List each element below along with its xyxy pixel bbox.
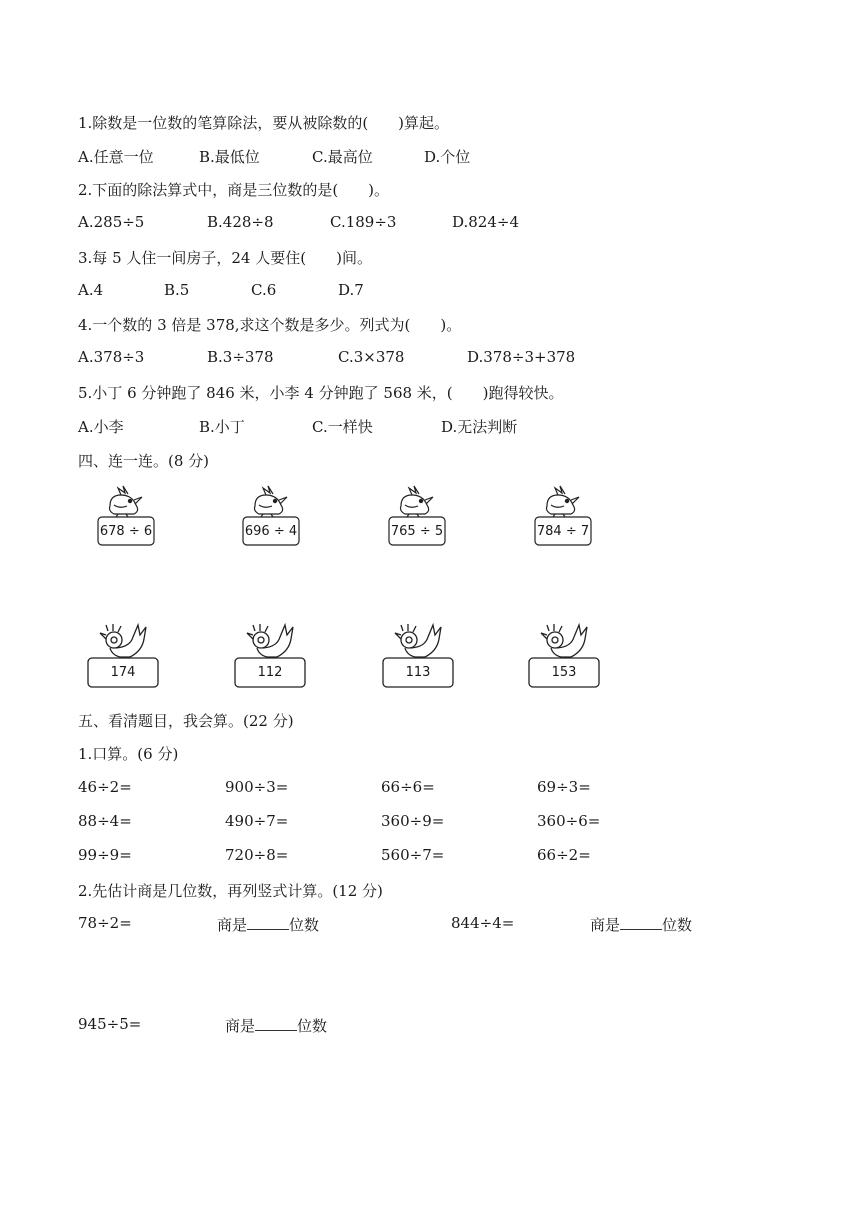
q5-option-c: C.一样快 bbox=[312, 418, 373, 436]
q3-option-a: A.4 bbox=[78, 281, 104, 299]
expression-label: 784 ÷ 7 bbox=[536, 524, 590, 539]
digit-count-label-3 bbox=[225, 1015, 327, 1036]
mental-math-item: 99÷9= bbox=[78, 846, 132, 864]
question-4-text: 4.一个数的 3 倍是 378,求这个数是多少。列式为( )。 bbox=[78, 316, 462, 334]
mental-math-item: 900÷3= bbox=[225, 778, 289, 796]
expression-label: 678 ÷ 6 bbox=[99, 524, 153, 539]
digit-count-label-1 bbox=[217, 914, 319, 935]
section-5-heading: 五、看清题目，我会算。(22 分) bbox=[78, 712, 294, 730]
section-4-heading: 四、连一连。(8 分) bbox=[78, 452, 210, 470]
part-2-heading: 2.先估计商是几位数，再列竖式计算。(12 分) bbox=[78, 882, 383, 900]
q3-option-b: B.5 bbox=[164, 281, 190, 299]
q2-option-b: B.428÷8 bbox=[207, 213, 274, 231]
q4-option-c: C.3×378 bbox=[338, 348, 405, 366]
label-suffix: 位数 bbox=[662, 916, 693, 934]
expression-card-1[interactable] bbox=[96, 484, 156, 548]
expression-card-3[interactable] bbox=[387, 484, 447, 548]
mental-math-item: 46÷2= bbox=[78, 778, 132, 796]
q3-option-c: C.6 bbox=[251, 281, 277, 299]
q5-option-d: D.无法判断 bbox=[441, 418, 518, 436]
q2-option-d: D.824÷4 bbox=[452, 213, 520, 231]
answer-blank[interactable] bbox=[620, 915, 662, 930]
label-prefix: 商是 bbox=[217, 916, 248, 934]
q2-option-c: C.189÷3 bbox=[330, 213, 397, 231]
q4-option-d: D.378÷3+378 bbox=[467, 348, 576, 366]
digit-count-label-2 bbox=[590, 914, 692, 935]
q1-option-b: B.最低位 bbox=[199, 148, 260, 166]
answer-blank[interactable] bbox=[247, 915, 289, 930]
answer-label: 174 bbox=[110, 665, 136, 680]
mental-math-item: 490÷7= bbox=[225, 812, 289, 830]
answer-card-2[interactable] bbox=[233, 617, 307, 689]
mental-math-item: 69÷3= bbox=[537, 778, 591, 796]
answer-label: 112 bbox=[257, 665, 283, 680]
label-prefix: 商是 bbox=[225, 1017, 256, 1035]
expression-card-2[interactable] bbox=[241, 484, 301, 548]
q3-option-d: D.7 bbox=[338, 281, 364, 299]
mental-math-item: 560÷7= bbox=[381, 846, 445, 864]
q2-option-a: A.285÷5 bbox=[78, 213, 145, 231]
label-prefix: 商是 bbox=[590, 916, 621, 934]
q5-option-a: A.小李 bbox=[78, 418, 124, 436]
expression-label: 765 ÷ 5 bbox=[390, 524, 444, 539]
q5-option-b: B.小丁 bbox=[199, 418, 245, 436]
q1-option-c: C.最高位 bbox=[312, 148, 373, 166]
answer-blank[interactable] bbox=[255, 1016, 297, 1031]
question-5-text: 5.小丁 6 分钟跑了 846 米，小李 4 分钟跑了 568 米，( )跑得较快。 bbox=[78, 384, 564, 402]
mental-math-item: 360÷9= bbox=[381, 812, 445, 830]
mental-math-item: 720÷8= bbox=[225, 846, 289, 864]
label-suffix: 位数 bbox=[297, 1017, 328, 1035]
q4-option-a: A.378÷3 bbox=[78, 348, 145, 366]
vertical-calc-problem-3: 945÷5= bbox=[78, 1015, 142, 1033]
q4-option-b: B.3÷378 bbox=[207, 348, 274, 366]
label-suffix: 位数 bbox=[289, 916, 320, 934]
part-1-heading: 1.口算。(6 分) bbox=[78, 745, 179, 763]
answer-label: 113 bbox=[405, 665, 431, 680]
answer-card-4[interactable] bbox=[527, 617, 601, 689]
q1-option-a: A.任意一位 bbox=[78, 148, 154, 166]
expression-label: 696 ÷ 4 bbox=[244, 524, 298, 539]
mental-math-item: 88÷4= bbox=[78, 812, 132, 830]
mental-math-item: 66÷6= bbox=[381, 778, 435, 796]
answer-card-1[interactable] bbox=[86, 617, 160, 689]
q1-option-d: D.个位 bbox=[424, 148, 471, 166]
answer-card-3[interactable] bbox=[381, 617, 455, 689]
question-3-text: 3.每 5 人住一间房子，24 人要住( )间。 bbox=[78, 249, 372, 267]
mental-math-item: 360÷6= bbox=[537, 812, 601, 830]
question-2-text: 2.下面的除法算式中，商是三位数的是( )。 bbox=[78, 181, 390, 199]
vertical-calc-problem-1: 78÷2= bbox=[78, 914, 132, 932]
vertical-calc-problem-2: 844÷4= bbox=[451, 914, 515, 932]
answer-label: 153 bbox=[551, 665, 577, 680]
question-1-text: 1.除数是一位数的笔算除法，要从被除数的( )算起。 bbox=[78, 114, 450, 132]
expression-card-4[interactable] bbox=[533, 484, 593, 548]
mental-math-item: 66÷2= bbox=[537, 846, 591, 864]
